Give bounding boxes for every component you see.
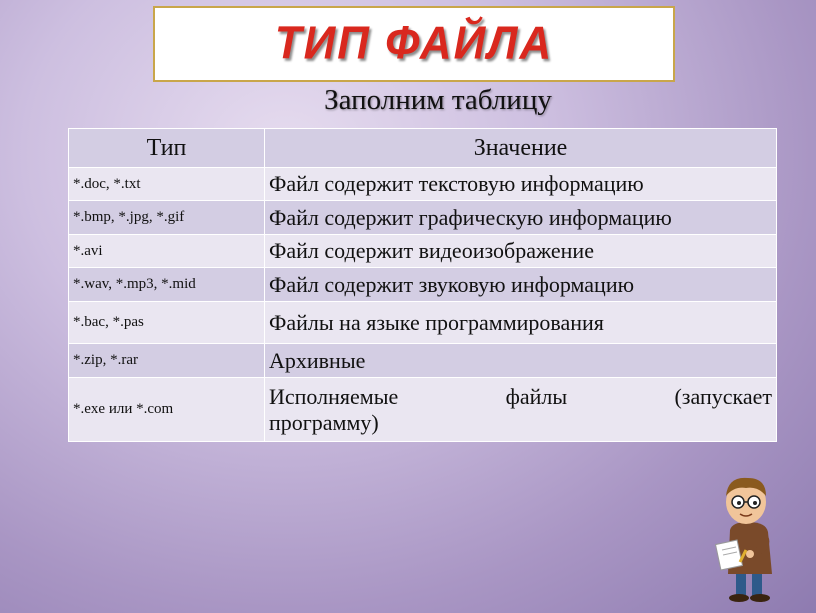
slide-subtitle: Заполним таблицу: [324, 84, 552, 116]
value-cell: Файл содержит графическую информацию: [265, 201, 777, 235]
table-header-row: [69, 129, 777, 168]
type-cell: *.avi: [69, 235, 265, 268]
table-row: [69, 344, 777, 378]
type-cell: *.zip, *.rar: [69, 344, 265, 378]
shoe-left: [729, 594, 749, 602]
value-cell: Файл содержит звуковую информацию: [265, 268, 777, 302]
value-cell: Файл содержит текстовую информацию: [265, 168, 777, 201]
type-cell: *.bmp, *.jpg, *.gif: [69, 201, 265, 235]
type-cell: *.bac, *.pas: [69, 302, 265, 344]
table-row: [69, 201, 777, 235]
value-cell: Файлы на языке программирования: [265, 302, 777, 344]
header-value: Значение: [265, 129, 777, 168]
table-row: [69, 268, 777, 302]
value-line-1: Исполняемые файлы (запускает: [269, 383, 772, 409]
table-row: [69, 168, 777, 201]
type-cell: *.exe или *.com: [69, 378, 265, 442]
type-cell: *.wav, *.mp3, *.mid: [69, 268, 265, 302]
shoe-right: [750, 594, 770, 602]
writing-student-illustration: [702, 472, 792, 604]
file-types-table: [68, 128, 777, 442]
header-type: Тип: [69, 129, 265, 168]
value-cell: Файл содержит видеоизображение: [265, 235, 777, 268]
hand: [746, 550, 754, 558]
table-row: [69, 378, 777, 442]
table-row: [69, 302, 777, 344]
value-line-2: программу): [269, 409, 379, 435]
slide-title: ТИП ФАЙЛА: [274, 17, 554, 70]
type-cell: *.doc, *.txt: [69, 168, 265, 201]
paper: [716, 540, 743, 570]
value-cell: [265, 378, 777, 442]
title-banner: [153, 6, 675, 82]
value-cell: Архивные: [265, 344, 777, 378]
table-row: [69, 235, 777, 268]
